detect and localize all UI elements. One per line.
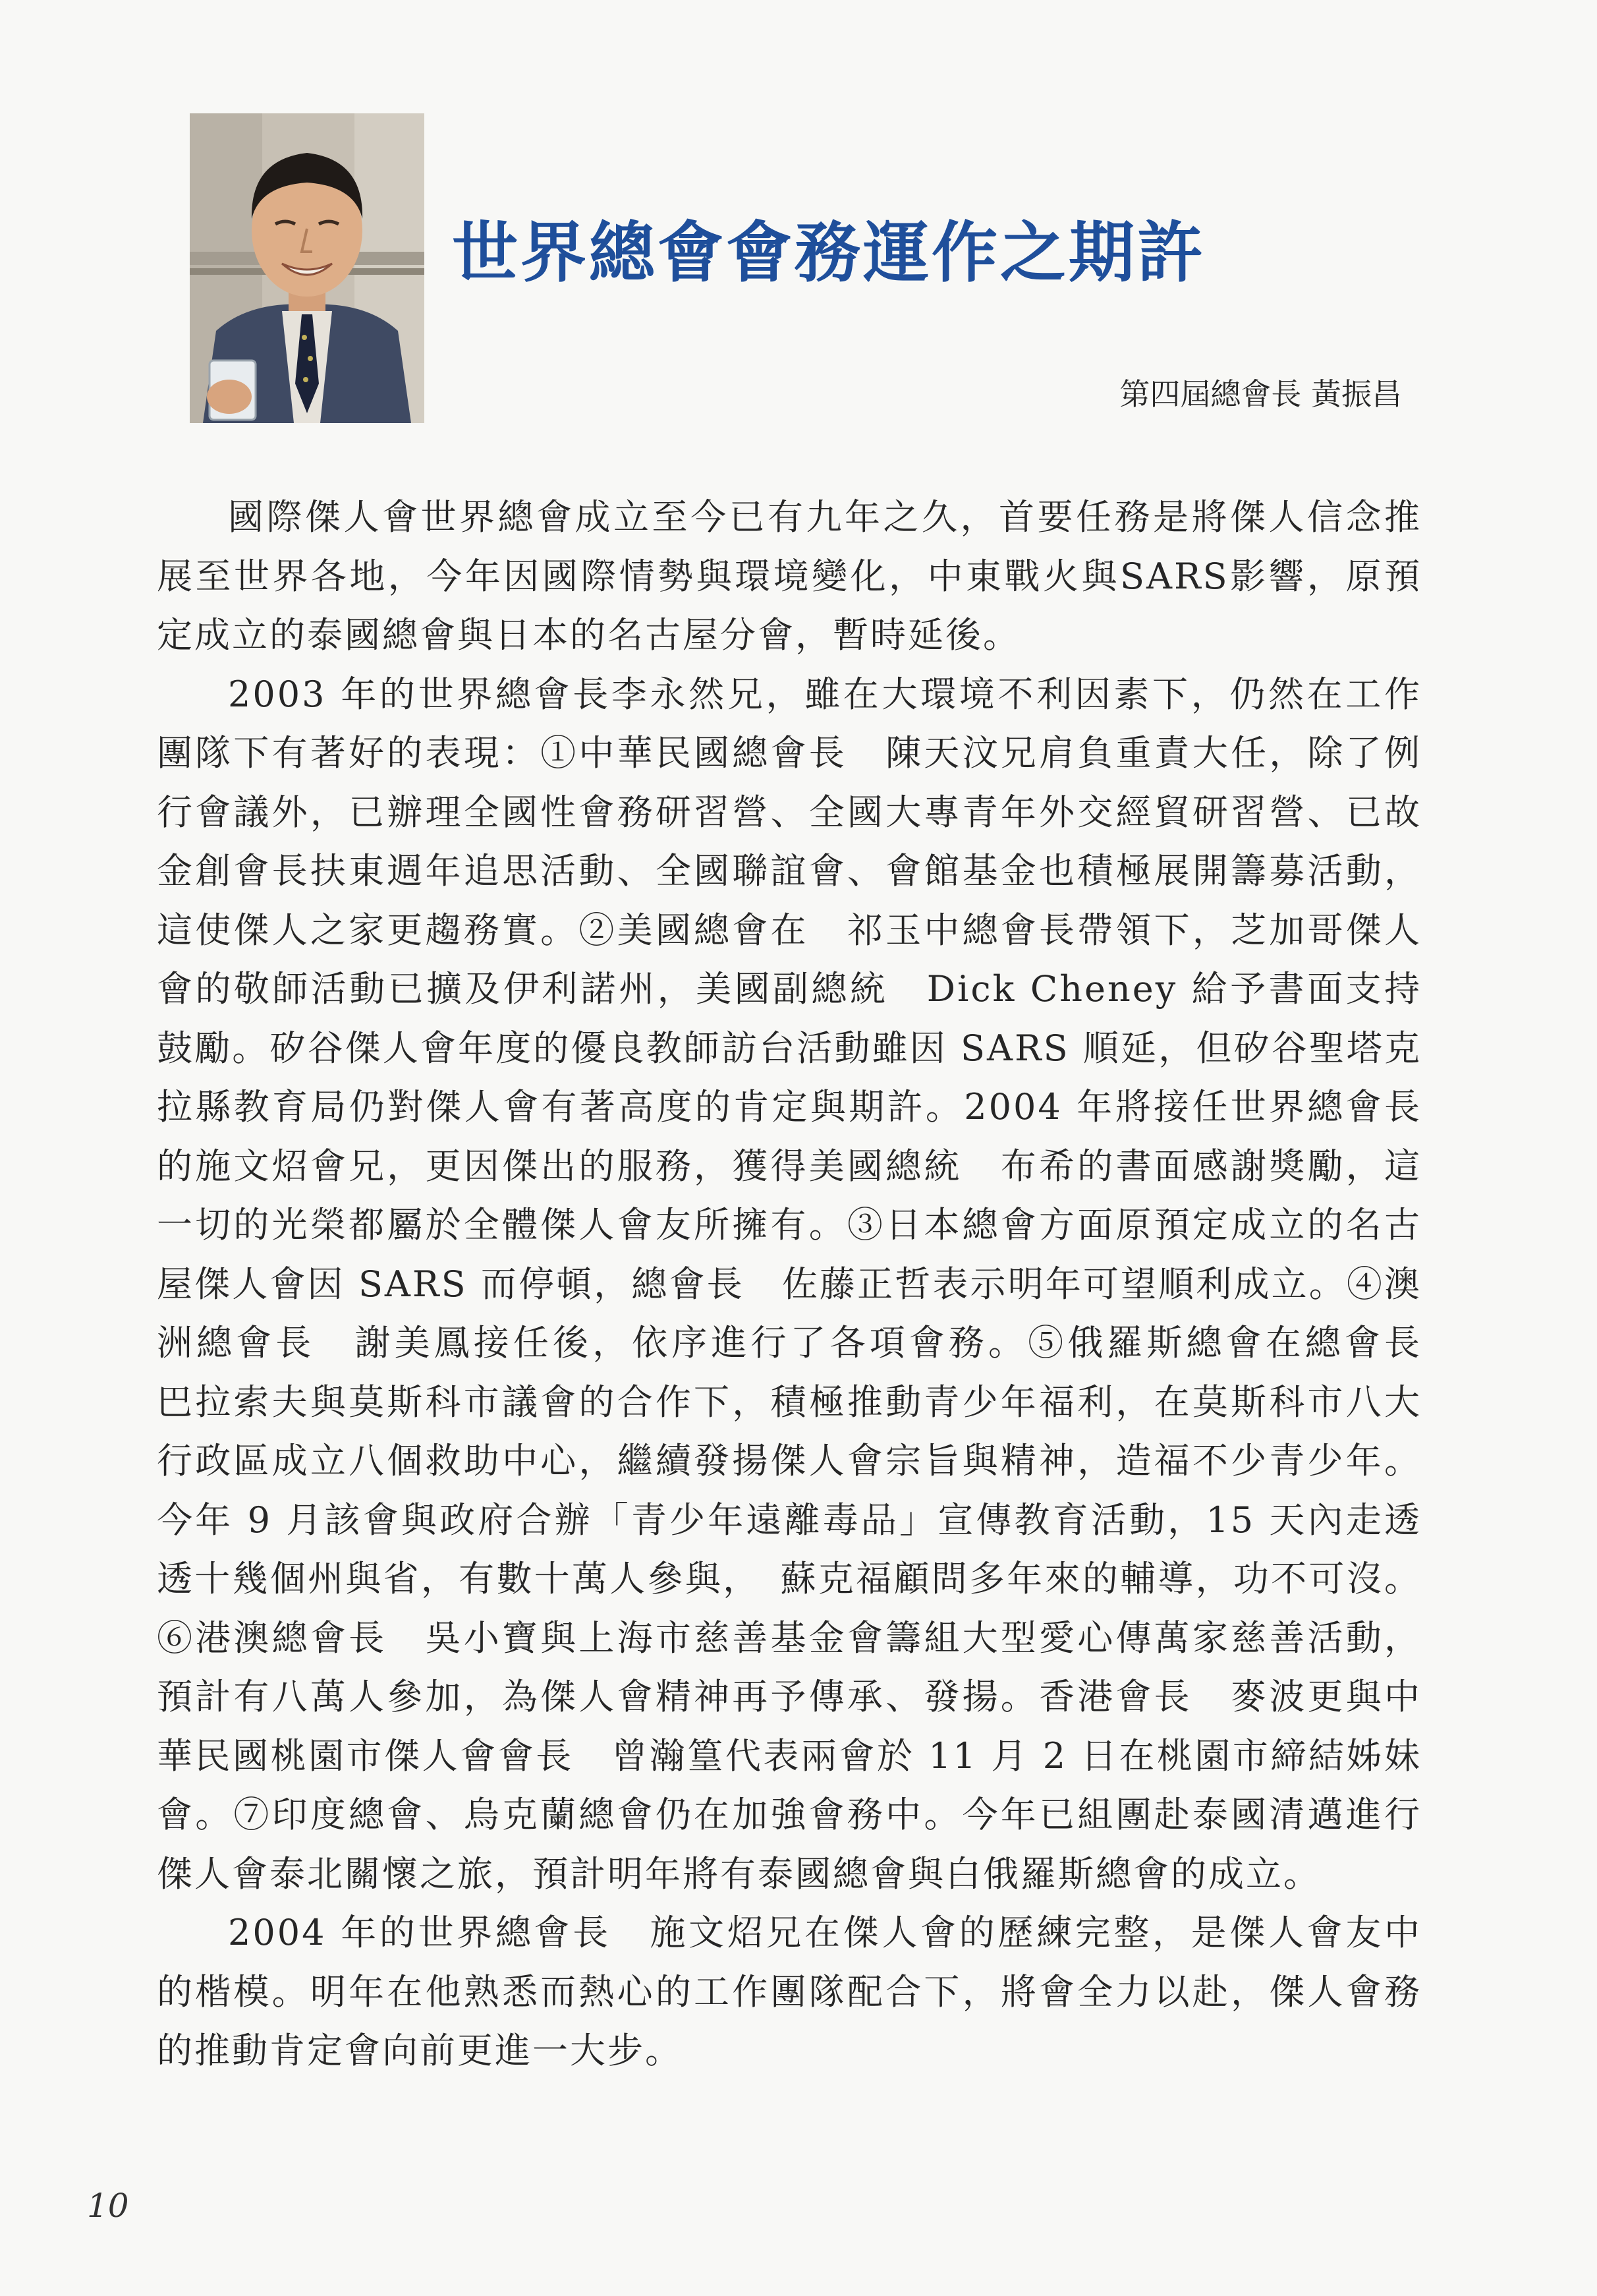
author-portrait-photo — [190, 113, 424, 423]
page-number: 10 — [87, 2187, 129, 2225]
article-paragraph: 2003 年的世界總會長李永然兄，雖在大環境不利因素下，仍然在工作團隊下有著好的表現：①中華民國總會長 陳天汶兄肩負重責大任，除了例行會議外，已辦理全國性會務研習營、全國大專青年外交經貿研習營、已故金創會長扶東週年追思活動、全國聯誼會、會館基金也積極展開籌募活動，這使傑人之家更趨務實。②美國總會在 祁玉中總會長帶領下，芝加哥傑人會的敬師活動已擴及伊利諾州，美國副總統 Dick Cheney 給予書面支持鼓勵。矽谷傑人會年度的優良教師訪台活動雖因 SARS 順延，但矽谷聖塔克拉縣教育局仍對傑人會有著高度的肯定與期許。2004 年將接任世界總會長的施文炤會兄，更因傑出的服務，獲得美國總統 布希的書面感謝獎勵，這一切的光榮都屬於全體傑人會友所擁有。③日本總會方面原預定成立的名古屋傑人會因 SARS 而停頓，總會長 佐藤正哲表示明年可望順利成立。④澳洲總會長 謝美鳳接任後，依序進行了各項會務。⑤俄羅斯總會在總會長 巴拉索夫與莫斯科市議會的合作下，積極推動青少年福利，在莫斯科市八大行政區成立八個救助中心，繼續發揚傑人會宗旨與精神，造福不少青少年。今年 9 月該會與政府合辦「青少年遠離毒品」宣傳教育活動，15 天內走透透十幾個州與省，有數十萬人參與， 蘇克福顧問多年來的輔導，功不可沒。⑥港澳總會長 吳小寶與上海市慈善基金會籌組大型愛心傳萬家慈善活動，預計有八萬人參加，為傑人會精神再予傳承、發揚。香港會長 麥波更與中華民國桃園市傑人會會長 曾瀚篁代表兩會於 11 月 2 日在桃園市締結姊妹會。⑦印度總會、烏克蘭總會仍在加強會務中。今年已組團赴泰國清邁進行傑人會泰北關懷之旅，預計明年將有泰國總會與白俄羅斯總會的成立。 — [157, 673, 1459, 1895]
article-paragraph: 國際傑人會世界總會成立至今已有九年之久，首要任務是將傑人信念推展至世界各地，今年因國際情勢與環境變化，中東戰火與SARS影響，原預定成立的泰國總會與日本的名古屋分會，暫時延後。 — [157, 496, 1422, 656]
article-paragraph: 2004 年的世界總會長 施文炤兄在傑人會的歷練完整，是傑人會友中的楷模。明年在他熟悉而熱心的工作團隊配合下，將會全力以赴，傑人會務的推動肯定會向前更進一大步。 — [157, 1912, 1422, 2071]
article-author-byline: 第四屆總會長 黃振昌 — [1119, 376, 1402, 412]
article-title: 世界總會會務運作之期許 — [452, 214, 1206, 291]
article-body — [157, 488, 1459, 2081]
